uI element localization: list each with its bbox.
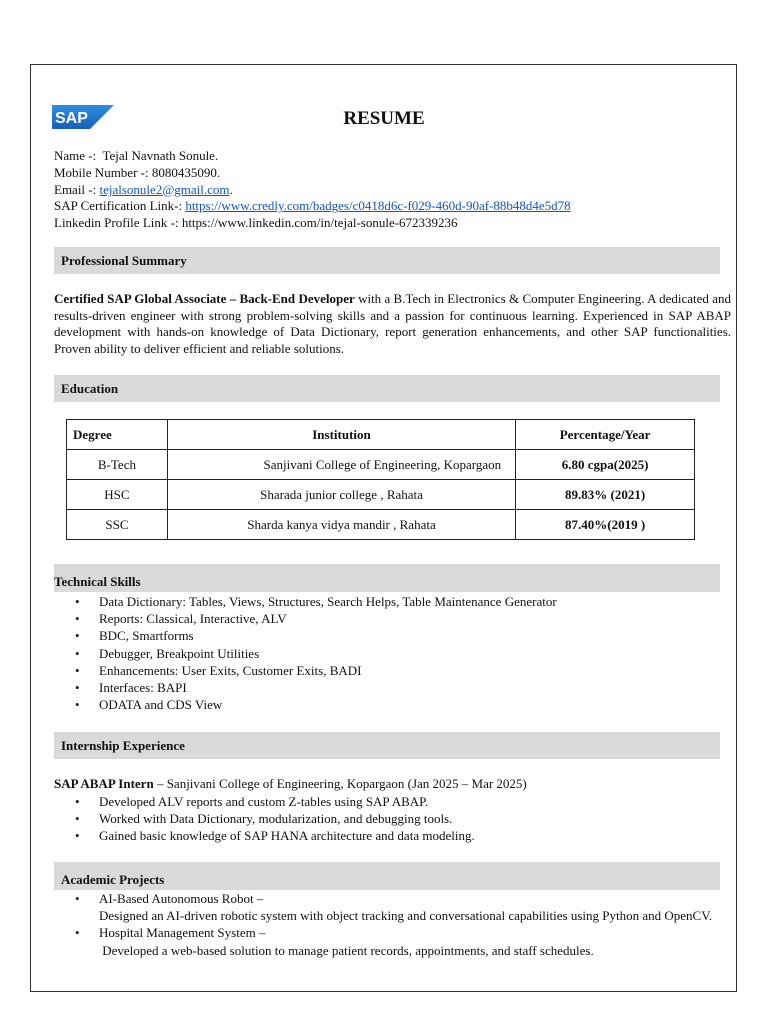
- table-cell: Sharda kanya vidya mandir , Rahata: [167, 510, 515, 540]
- table-cell: SSC: [67, 510, 168, 540]
- education-table: [66, 419, 695, 540]
- table-row: [67, 510, 695, 540]
- mobile-line: Mobile Number -: 8080435090.: [54, 164, 221, 180]
- internship-list: [54, 793, 475, 845]
- list-item: • Hospital Management System – Developed a web-based solution to manage patient records, appointments, and staff schedules.: [75, 925, 594, 958]
- list-item: • Gained basic knowledge of SAP HANA architecture and data modeling.: [75, 828, 475, 844]
- table-cell: 87.40%(2019 ): [516, 510, 695, 540]
- table-row: [67, 450, 695, 480]
- table-cell: Sanjivani College of Engineering, Kopargaon: [167, 450, 515, 480]
- table-cell: 6.80 cgpa(2025): [516, 450, 695, 480]
- table-cell: HSC: [67, 480, 168, 510]
- email-line: Email -: tejalsonule2@gmail.com.: [54, 181, 233, 197]
- list-item: • Debugger, Breakpoint Utilities: [75, 645, 260, 661]
- summary-heading: Professional Summary: [54, 247, 720, 274]
- list-item: • BDC, Smartforms: [75, 628, 194, 644]
- education-heading: Education: [54, 375, 720, 402]
- table-header-row: [67, 420, 695, 450]
- list-item: • AI-Based Autonomous Robot – Designed an AI-driven robotic system with object tracking and conversational capabilities using Python and OpenCV.: [75, 891, 713, 924]
- page-title: RESUME: [343, 108, 425, 129]
- list-item: • Data Dictionary: Tables, Views, Structures, Search Helps, Table Maintenance Generator: [75, 594, 557, 609]
- projects-list: [54, 890, 714, 959]
- summary-text: with a B.Tech in Electronics & Computer Engineering. A dedicated and results-driven engineer with strong problem-solving skills and a passion for continuous learning. Experienced in SAP ABAP development with hands-on knowledge of Data Dictionary, report generation enhancements, and other SAP functionalities. Proven ability to deliver efficient and reliable solutions.: [54, 291, 731, 356]
- list-item: • Reports: Classical, Interactive, ALV: [75, 611, 287, 627]
- list-item: • Enhancements: User Exits, Customer Exits, BADI: [75, 662, 362, 678]
- summary-paragraph: [54, 291, 731, 357]
- list-item: • Developed ALV reports and custom Z-tables using SAP ABAP.: [75, 794, 429, 809]
- list-item: • Worked with Data Dictionary, modularization, and debugging tools.: [75, 811, 453, 827]
- internship-role-line: SAP ABAP Intern – Sanjivani College of Engineering, Kopargaon (Jan 2025 – Mar 2025): [54, 776, 527, 791]
- contact-block: [54, 148, 571, 232]
- linkedin-line: Linkedin Profile Link -: https://www.linkedin.com/in/tejal-sonule-672339236: [54, 215, 458, 231]
- column-header: Percentage/Year: [516, 420, 695, 450]
- table-cell: B-Tech: [67, 450, 168, 480]
- table-cell: 89.83% (2021): [516, 480, 695, 510]
- table-row: [67, 480, 695, 510]
- internship-role: SAP ABAP Intern: [54, 776, 154, 791]
- skills-heading: Technical Skills: [54, 564, 720, 592]
- skills-list: [54, 593, 557, 713]
- table-cell: Sharada junior college , Rahata: [167, 480, 515, 510]
- name-line: Name -: Tejal Navnath Sonule.: [54, 148, 219, 163]
- list-item: • Interfaces: BAPI: [75, 680, 187, 696]
- projects-heading: Academic Projects: [54, 862, 720, 890]
- sap-logo-text: SAP: [55, 110, 88, 127]
- certification-link[interactable]: https://www.credly.com/badges/c0418d6c-f029-460d-90af-88b48d4e5d78: [185, 198, 571, 214]
- certification-line: SAP Certification Link-: https://www.credly.com/badges/c0418d6c-f029-460d-90af-88b48d4e5d78: [54, 198, 571, 214]
- summary-lead: Certified SAP Global Associate – Back-End Developer: [54, 291, 355, 306]
- column-header: Degree: [67, 420, 168, 450]
- list-item: • ODATA and CDS View: [75, 697, 223, 713]
- linkedin-url: https://www.linkedin.com/in/tejal-sonule-672339236: [181, 215, 458, 231]
- email-link[interactable]: tejalsonule2@gmail.com: [99, 181, 230, 197]
- column-header: Institution: [167, 420, 515, 450]
- internship-heading: Internship Experience: [54, 732, 720, 759]
